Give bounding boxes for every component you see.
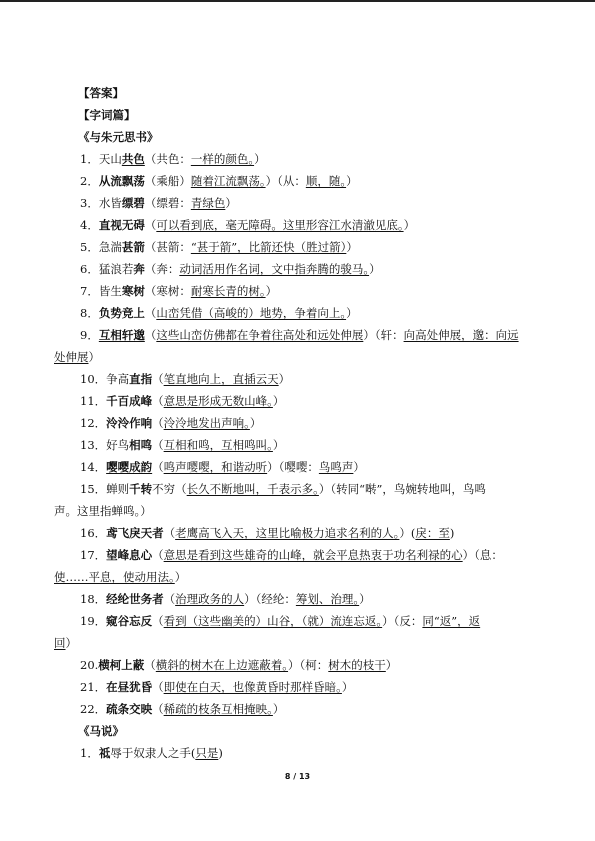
list-item: 8．负势竞上（山峦凭借（高峻的）地势，争着向上。） xyxy=(80,306,358,320)
list-item: 13．好鸟相鸣（互相和鸣，互相鸣叫。） xyxy=(80,438,285,452)
answer-title: 【答案】 xyxy=(78,86,124,100)
list-item-continuation: 处伸展） xyxy=(54,350,100,364)
list-item: 5．急湍甚箭（甚箭：“甚于箭”，比箭还快（胜过箭）） xyxy=(80,240,358,254)
list-item: 16．鸢飞戾天者（老鹰高飞入天，这里比喻极力追求名利的人。）(戾：至) xyxy=(80,526,455,540)
list-item: 10．争高直指（笔直地向上，直插云天） xyxy=(80,372,291,386)
page-number: 8 / 13 xyxy=(284,772,311,781)
list-item: 15．蝉则千转不穷（长久不断地叫，千表示多。）（转同“啭”，鸟婉转地叫，鸟鸣 xyxy=(80,482,486,496)
list-item: 2．从流飘荡（乘船）随着江流飘荡。）（从：顺，随。） xyxy=(80,174,358,188)
list-item: 4．直视无碍（可以看到底，毫无障碍。这里形容江水清澈见底。） xyxy=(80,218,416,232)
list-item: 19．窥谷忘反（看到（这些幽美的）山谷，（就）流连忘返。）（反：同“返”，返 xyxy=(80,614,481,628)
list-item: 17．望峰息心（意思是看到这些雄奇的山峰，就会平息热衷于功名利禄的心）（息： xyxy=(80,548,503,562)
list-item: 11．千百成峰（意思是形成无数山峰。） xyxy=(80,394,285,408)
list-item: 9．互相轩邈（这些山峦仿佛都在争着往高处和远处伸展）（轩：向高处伸展，邈：向远 xyxy=(80,328,519,342)
list-item: 7．皆生寒树（寒树：耐寒长青的树。） xyxy=(80,284,278,298)
list-item-continuation: 使……平息，使动用法。） xyxy=(54,570,187,584)
list-item: 22．疏条交映（稀疏的枝条互相掩映。） xyxy=(80,702,285,716)
section-title: 【字词篇】 xyxy=(78,108,136,122)
list-item: 1．天山共色（共色：一样的颜色。） xyxy=(80,152,266,166)
essay-title-ma-shuo: 《马说》 xyxy=(78,724,124,738)
list-item-continuation: 声。这里指蝉鸣。） xyxy=(54,504,152,518)
list-item: 18．经纶世务者（治理政务的人）（经纶：筹划、治理。） xyxy=(80,592,371,606)
list-item-continuation: 回） xyxy=(54,636,77,650)
top-border-rule xyxy=(0,0,595,2)
answer-content xyxy=(54,82,540,764)
list-item: 20.横柯上蔽（横斜的树木在上边遮蔽着。）（柯：树木的枝干） xyxy=(80,658,398,672)
list-item: 21．在昼犹昏（即使在白天，也像黄昏时那样昏暗。） xyxy=(80,680,354,694)
list-item: 6．猛浪若奔（奔：动词活用作名词，文中指奔腾的骏马。） xyxy=(80,262,381,276)
list-item: 1．祗辱于奴隶人之手(只是) xyxy=(80,746,223,760)
list-item: 12．泠泠作响（泠泠地发出声响。） xyxy=(80,416,262,430)
list-item: 14．嘤嘤成韵（鸣声嘤嘤，和谐动听）（嘤嘤：鸟鸣声） xyxy=(80,460,365,474)
essay-title-yu-zhu-yuan-si-shu: 《与朱元思书》 xyxy=(78,130,159,144)
list-item: 3．水皆缥碧（缥碧：青绿色） xyxy=(80,196,237,210)
